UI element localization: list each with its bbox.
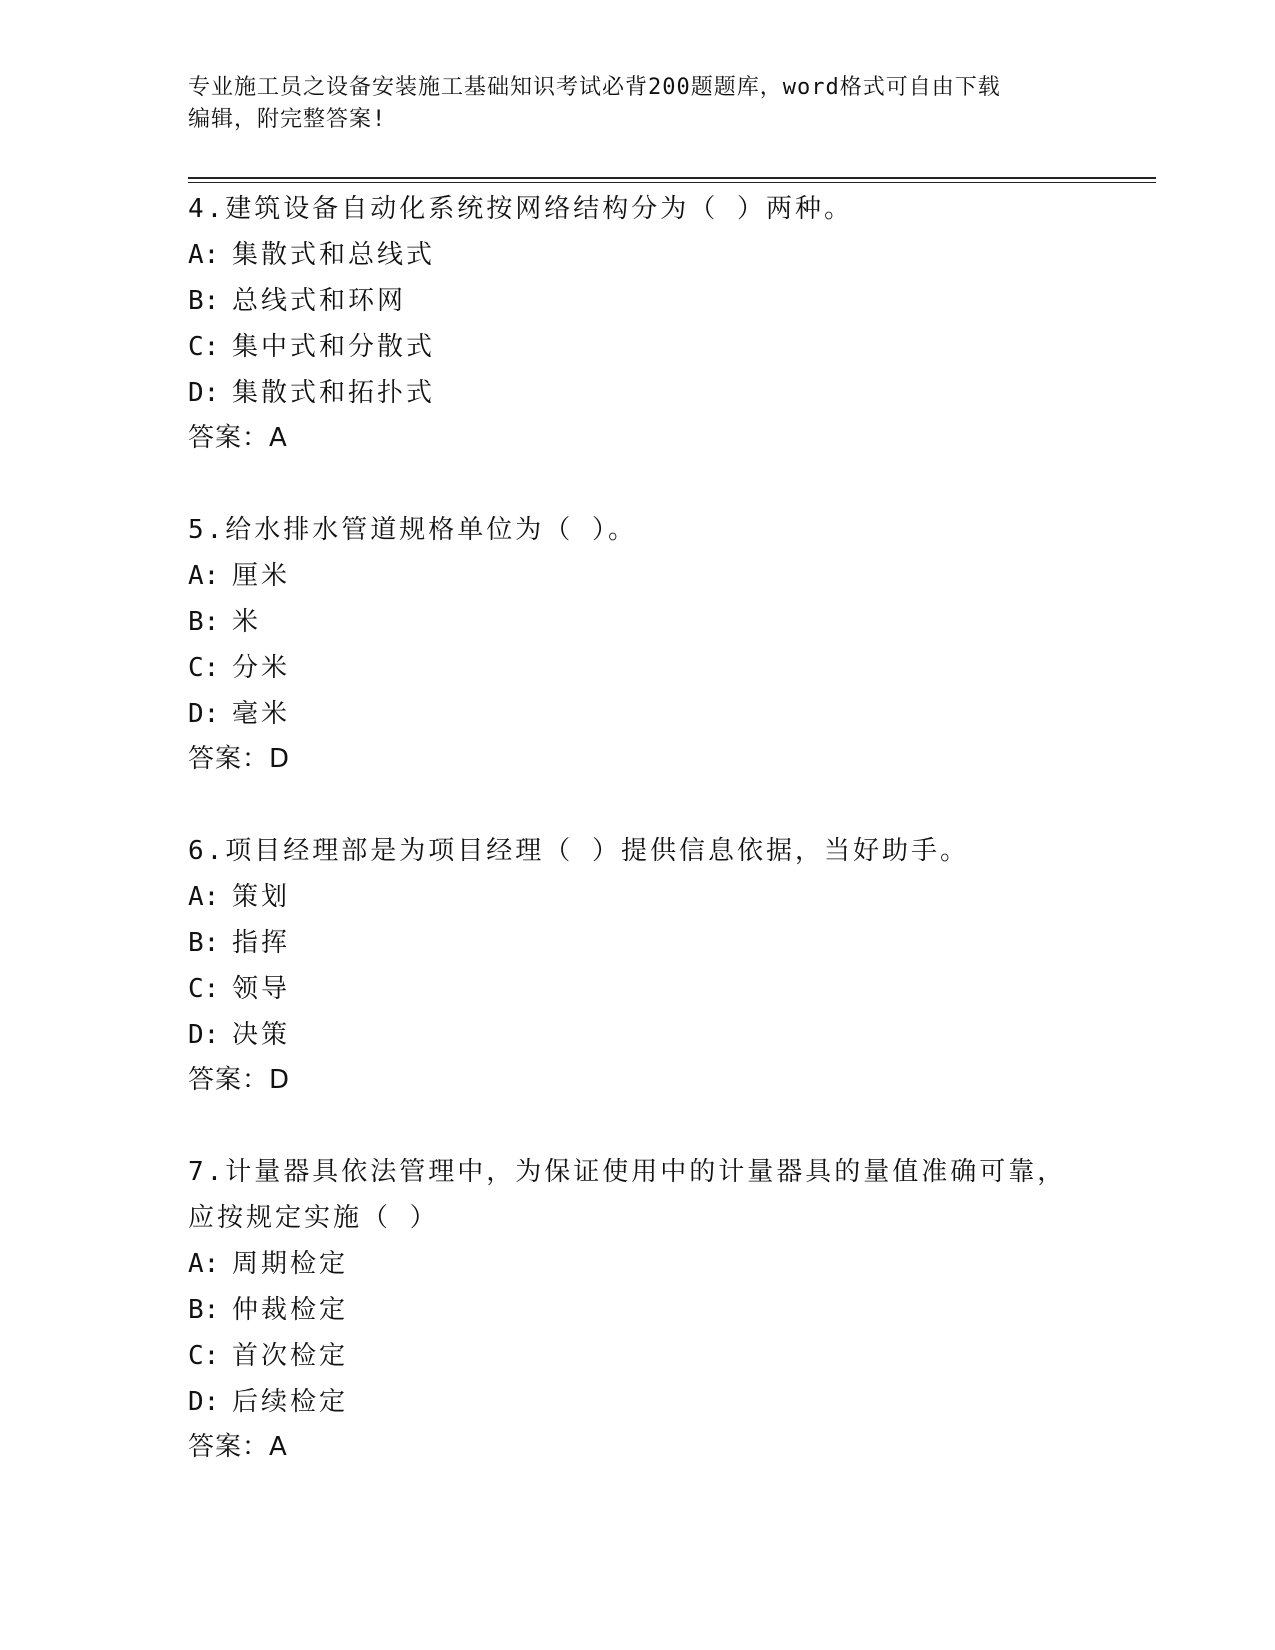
option-letter: C: <box>188 1341 220 1371</box>
question-text: 6.项目经理部是为项目经理（ ）提供信息依据，当好助手。 <box>188 836 969 866</box>
header-divider-thin <box>188 182 1156 183</box>
option-c <box>188 1333 1088 1379</box>
question-text-line-1: 7.计量器具依法管理中，为保证使用中的计量器具的量值准确可靠， <box>188 1157 1067 1187</box>
question-7 <box>188 1149 1088 1469</box>
option-text: 策划 <box>232 882 291 912</box>
option-letter: A: <box>188 240 220 270</box>
option-text: 仲裁检定 <box>232 1295 349 1325</box>
option-text: 首次检定 <box>232 1341 349 1371</box>
option-a <box>188 232 1088 278</box>
option-text: 决策 <box>232 1020 291 1050</box>
question-text: 5.给水排水管道规格单位为（ ）。 <box>188 515 637 545</box>
option-c <box>188 324 1088 370</box>
option-letter: D: <box>188 1020 220 1050</box>
header-line-1: 专业施工员之设备安装施工基础知识考试必背200题题库，word格式可自由下载 <box>188 75 1001 100</box>
answer-label: 答案：A <box>188 423 288 453</box>
header-divider-thick <box>188 177 1156 179</box>
option-b <box>188 599 1088 645</box>
option-letter: C: <box>188 974 220 1004</box>
option-letter: C: <box>188 653 220 683</box>
option-text: 总线式和环网 <box>232 286 407 316</box>
option-text: 集散式和总线式 <box>232 240 436 270</box>
question-text: 4.建筑设备自动化系统按网络结构分为（ ）两种。 <box>188 194 853 224</box>
option-d <box>188 691 1088 737</box>
question-5 <box>188 507 1088 781</box>
option-d <box>188 1012 1088 1058</box>
option-letter: D: <box>188 699 220 729</box>
option-text: 米 <box>232 607 262 637</box>
option-b <box>188 1287 1088 1333</box>
option-b <box>188 278 1088 324</box>
option-c <box>188 645 1088 691</box>
option-a <box>188 553 1088 599</box>
option-letter: D: <box>188 378 220 408</box>
option-a <box>188 874 1088 920</box>
option-letter: A: <box>188 561 220 591</box>
header-line-2: 编辑，附完整答案! <box>188 107 387 132</box>
option-text: 集中式和分散式 <box>232 332 436 362</box>
answer-label: 答案：D <box>188 744 291 774</box>
option-text: 后续检定 <box>232 1387 349 1417</box>
option-text: 指挥 <box>232 928 291 958</box>
question-text-line-2: 应按规定实施（ ） <box>188 1203 439 1233</box>
option-d <box>188 1379 1088 1425</box>
answer-label: 答案：A <box>188 1432 288 1462</box>
option-b <box>188 920 1088 966</box>
option-letter: C: <box>188 332 220 362</box>
option-letter: D: <box>188 1387 220 1417</box>
option-letter: A: <box>188 882 220 912</box>
option-a <box>188 1241 1088 1287</box>
option-text: 厘米 <box>232 561 291 591</box>
answer-label: 答案：D <box>188 1065 291 1095</box>
option-letter: B: <box>188 1295 220 1325</box>
option-text: 分米 <box>232 653 291 683</box>
question-6 <box>188 828 1088 1102</box>
option-letter: B: <box>188 286 220 316</box>
question-4 <box>188 186 1088 460</box>
option-d <box>188 370 1088 416</box>
option-text: 集散式和拓扑式 <box>232 378 436 408</box>
option-text: 周期检定 <box>232 1249 349 1279</box>
document-header <box>188 72 1088 136</box>
option-text: 领导 <box>232 974 291 1004</box>
option-letter: A: <box>188 1249 220 1279</box>
option-letter: B: <box>188 607 220 637</box>
option-c <box>188 966 1088 1012</box>
option-letter: B: <box>188 928 220 958</box>
option-text: 毫米 <box>232 699 291 729</box>
